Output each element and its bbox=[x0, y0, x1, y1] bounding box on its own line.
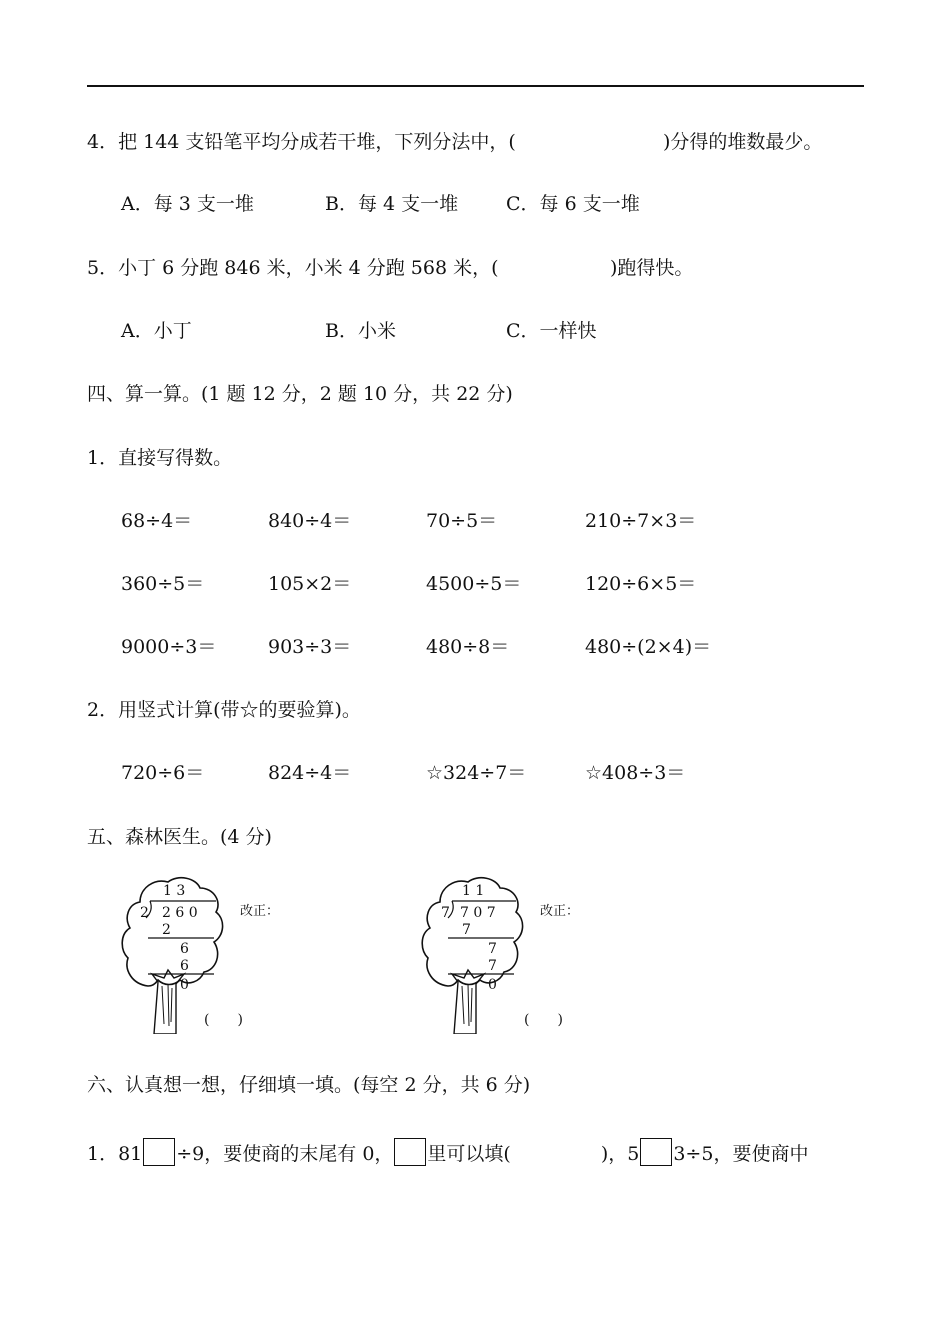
tree1-step3: 6 bbox=[180, 958, 189, 974]
q1-part5: 3÷5，要使商中 bbox=[673, 1143, 809, 1165]
tree2-step1: 7 bbox=[462, 922, 471, 938]
calc-item: 70÷5＝ bbox=[426, 510, 498, 532]
calc-item: 120÷6×5＝ bbox=[585, 573, 697, 595]
tree2-step3: 7 bbox=[488, 958, 497, 974]
q5-stem-end: )跑得快。 bbox=[610, 257, 694, 279]
calc-item: 480÷8＝ bbox=[426, 636, 510, 658]
calc-item: 360÷5＝ bbox=[121, 573, 205, 595]
vertical-calc-item: 720÷6＝ bbox=[121, 762, 205, 784]
vertical-calc-item: ☆408÷3＝ bbox=[585, 762, 686, 784]
q4-stem-end: )分得的堆数最少。 bbox=[663, 131, 823, 153]
tree2-fix-label: 改正： bbox=[540, 904, 580, 919]
calc-item: 840÷4＝ bbox=[268, 510, 352, 532]
section4-q2-title: 2．用竖式计算(带☆的要验算)。 bbox=[87, 699, 361, 721]
q1-part3: 里可以填( bbox=[427, 1143, 511, 1165]
blank-box bbox=[640, 1138, 672, 1166]
tree1-remainder: 0 bbox=[180, 977, 189, 993]
tree1-step1: 2 bbox=[162, 922, 171, 938]
tree2-dividend: 7 0 7 bbox=[460, 905, 496, 921]
q5-stem: 5．小丁 6 分跑 846 米，小米 4 分跑 568 米，( bbox=[87, 257, 499, 279]
tree1-step2: 6 bbox=[180, 941, 189, 957]
section4-title: 四、算一算。(1 题 12 分，2 题 10 分，共 22 分) bbox=[87, 383, 513, 405]
tree2-step2: 7 bbox=[488, 941, 497, 957]
tree2-answer-paren: ( ) bbox=[524, 1012, 563, 1028]
q1-part4: )，5 bbox=[600, 1143, 640, 1165]
tree2-remainder: 0 bbox=[488, 977, 497, 993]
section4-q1-title: 1．直接写得数。 bbox=[87, 447, 233, 469]
top-rule bbox=[87, 85, 864, 87]
tree1-dividend: 2 6 0 bbox=[162, 905, 198, 921]
vertical-calc-item: ☆324÷7＝ bbox=[426, 762, 527, 784]
calc-item: 9000÷3＝ bbox=[121, 636, 217, 658]
tree2-divisor: 7 bbox=[441, 905, 450, 921]
tree1-fix-label: 改正： bbox=[240, 904, 280, 919]
section6-q1 bbox=[87, 1138, 808, 1166]
calc-item: 4500÷5＝ bbox=[426, 573, 522, 595]
q1-part2: ÷9，要使商的末尾有 0， bbox=[176, 1143, 394, 1165]
calc-item: 903÷3＝ bbox=[268, 636, 352, 658]
calc-item: 480÷(2×4)＝ bbox=[585, 636, 712, 658]
calc-item: 68÷4＝ bbox=[121, 510, 193, 532]
q5-option-c: C．一样快 bbox=[506, 320, 597, 342]
blank-box bbox=[143, 1138, 175, 1166]
q4-stem: 4．把 144 支铅笔平均分成若干堆，下列分法中，( bbox=[87, 131, 516, 153]
tree1-quotient: 1 3 bbox=[163, 883, 186, 899]
blank-box bbox=[394, 1138, 426, 1166]
q4-option-a: A．每 3 支一堆 bbox=[121, 193, 254, 215]
calc-item: 210÷7×3＝ bbox=[585, 510, 697, 532]
q5-option-b: B．小米 bbox=[325, 320, 396, 342]
q5-option-a: A．小丁 bbox=[121, 320, 192, 342]
section6-title: 六、认真想一想，仔细填一填。(每空 2 分，共 6 分) bbox=[87, 1074, 531, 1096]
q4-option-c: C．每 6 支一堆 bbox=[506, 193, 640, 215]
tree1-divisor: 2 bbox=[140, 905, 149, 921]
tree2-quotient: 1 1 bbox=[462, 883, 485, 899]
q1-part1: 1．81 bbox=[87, 1143, 143, 1165]
calc-item: 105×2＝ bbox=[268, 573, 352, 595]
q4-option-b: B．每 4 支一堆 bbox=[325, 193, 459, 215]
section5-title: 五、森林医生。(4 分) bbox=[87, 826, 272, 848]
vertical-calc-item: 824÷4＝ bbox=[268, 762, 352, 784]
tree1-answer-paren: ( ) bbox=[204, 1012, 243, 1028]
